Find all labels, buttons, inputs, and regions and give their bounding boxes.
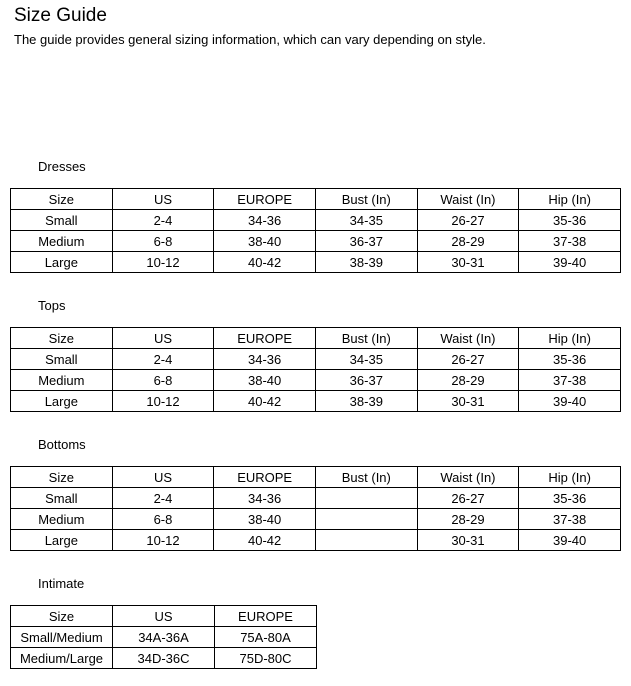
column-header: Hip (In): [519, 189, 621, 210]
section-bottoms: [0, 437, 631, 551]
column-header: Bust (In): [315, 467, 417, 488]
table-row: [11, 231, 621, 252]
table-row: [11, 648, 317, 669]
section-label-tops: Tops: [38, 298, 66, 313]
size-table-dresses: [10, 188, 621, 273]
table-cell: 35-36: [519, 210, 621, 231]
table-cell: 38-39: [315, 252, 417, 273]
table-cell: Medium/Large: [11, 648, 113, 669]
table-row: [11, 370, 621, 391]
table-cell: Medium: [11, 370, 113, 391]
table-cell: 34D-36C: [113, 648, 215, 669]
table-cell: 38-40: [214, 509, 316, 530]
column-header: EUROPE: [214, 328, 316, 349]
column-header: EUROPE: [214, 467, 316, 488]
column-header: EUROPE: [215, 606, 317, 627]
page-title: Size Guide: [14, 5, 107, 26]
table-cell: Small: [11, 349, 113, 370]
size-table-tops: [10, 327, 621, 412]
table-cell: 30-31: [417, 530, 519, 551]
table-cell: 26-27: [417, 349, 519, 370]
table-cell: 2-4: [112, 210, 214, 231]
table-row: [11, 210, 621, 231]
table-cell: 75A-80A: [215, 627, 317, 648]
column-header: Waist (In): [417, 189, 519, 210]
table-cell: 26-27: [417, 488, 519, 509]
column-header: Size: [11, 606, 113, 627]
column-header: Size: [11, 467, 113, 488]
size-table-bottoms: [10, 466, 621, 551]
table-cell: 36-37: [315, 231, 417, 252]
table-cell: 37-38: [519, 231, 621, 252]
table-cell: 37-38: [519, 370, 621, 391]
table-cell: 2-4: [112, 349, 214, 370]
header-row: [11, 189, 621, 210]
table-cell: 37-38: [519, 509, 621, 530]
table-cell: 30-31: [417, 391, 519, 412]
header-row: [11, 606, 317, 627]
table-cell: 34A-36A: [113, 627, 215, 648]
table-cell: 6-8: [112, 509, 214, 530]
column-header: Bust (In): [315, 328, 417, 349]
column-header: Hip (In): [519, 328, 621, 349]
table-cell: 40-42: [214, 391, 316, 412]
table-cell: 2-4: [112, 488, 214, 509]
table-row: [11, 349, 621, 370]
table-cell: 6-8: [112, 370, 214, 391]
table-cell: Small: [11, 210, 113, 231]
table-cell: 34-35: [315, 210, 417, 231]
table-cell: [315, 488, 417, 509]
column-header: US: [112, 467, 214, 488]
column-header: US: [112, 328, 214, 349]
table-cell: 34-36: [214, 210, 316, 231]
table-row: [11, 530, 621, 551]
size-sections: [0, 159, 631, 669]
table-cell: [315, 509, 417, 530]
section-tops: [0, 298, 631, 412]
table-cell: [315, 530, 417, 551]
table-cell: 10-12: [112, 530, 214, 551]
table-cell: 28-29: [417, 370, 519, 391]
table-cell: 6-8: [112, 231, 214, 252]
table-cell: 30-31: [417, 252, 519, 273]
column-header: Waist (In): [417, 328, 519, 349]
table-cell: Medium: [11, 509, 113, 530]
table-cell: 38-39: [315, 391, 417, 412]
table-cell: 38-40: [214, 231, 316, 252]
table-cell: 10-12: [112, 252, 214, 273]
table-cell: 28-29: [417, 509, 519, 530]
section-intimate: [0, 576, 631, 669]
column-header: Size: [11, 189, 113, 210]
table-cell: 36-37: [315, 370, 417, 391]
column-header: Size: [11, 328, 113, 349]
table-cell: Large: [11, 252, 113, 273]
table-cell: 10-12: [112, 391, 214, 412]
table-cell: 40-42: [214, 252, 316, 273]
table-row: [11, 509, 621, 530]
table-cell: 39-40: [519, 252, 621, 273]
table-cell: 39-40: [519, 530, 621, 551]
table-cell: 40-42: [214, 530, 316, 551]
table-cell: Large: [11, 391, 113, 412]
table-cell: 35-36: [519, 488, 621, 509]
table-cell: Medium: [11, 231, 113, 252]
table-cell: 28-29: [417, 231, 519, 252]
table-cell: 34-35: [315, 349, 417, 370]
size-table-intimate: [10, 605, 317, 669]
table-cell: 34-36: [214, 349, 316, 370]
column-header: Waist (In): [417, 467, 519, 488]
column-header: Bust (In): [315, 189, 417, 210]
header-row: [11, 467, 621, 488]
table-row: [11, 252, 621, 273]
table-cell: Small: [11, 488, 113, 509]
column-header: EUROPE: [214, 189, 316, 210]
table-row: [11, 488, 621, 509]
section-label-dresses: Dresses: [38, 159, 86, 174]
column-header: Hip (In): [519, 467, 621, 488]
table-cell: 26-27: [417, 210, 519, 231]
table-cell: Small/Medium: [11, 627, 113, 648]
table-cell: 35-36: [519, 349, 621, 370]
section-dresses: [0, 159, 631, 273]
table-row: [11, 627, 317, 648]
page-subtitle: The guide provides general sizing information, which can vary depending on style.: [14, 32, 486, 47]
section-label-bottoms: Bottoms: [38, 437, 86, 452]
section-label-intimate: Intimate: [38, 576, 85, 591]
column-header: US: [112, 189, 214, 210]
header-row: [11, 328, 621, 349]
table-row: [11, 391, 621, 412]
table-cell: 38-40: [214, 370, 316, 391]
table-cell: 39-40: [519, 391, 621, 412]
table-cell: 75D-80C: [215, 648, 317, 669]
table-cell: 34-36: [214, 488, 316, 509]
column-header: US: [113, 606, 215, 627]
table-cell: Large: [11, 530, 113, 551]
